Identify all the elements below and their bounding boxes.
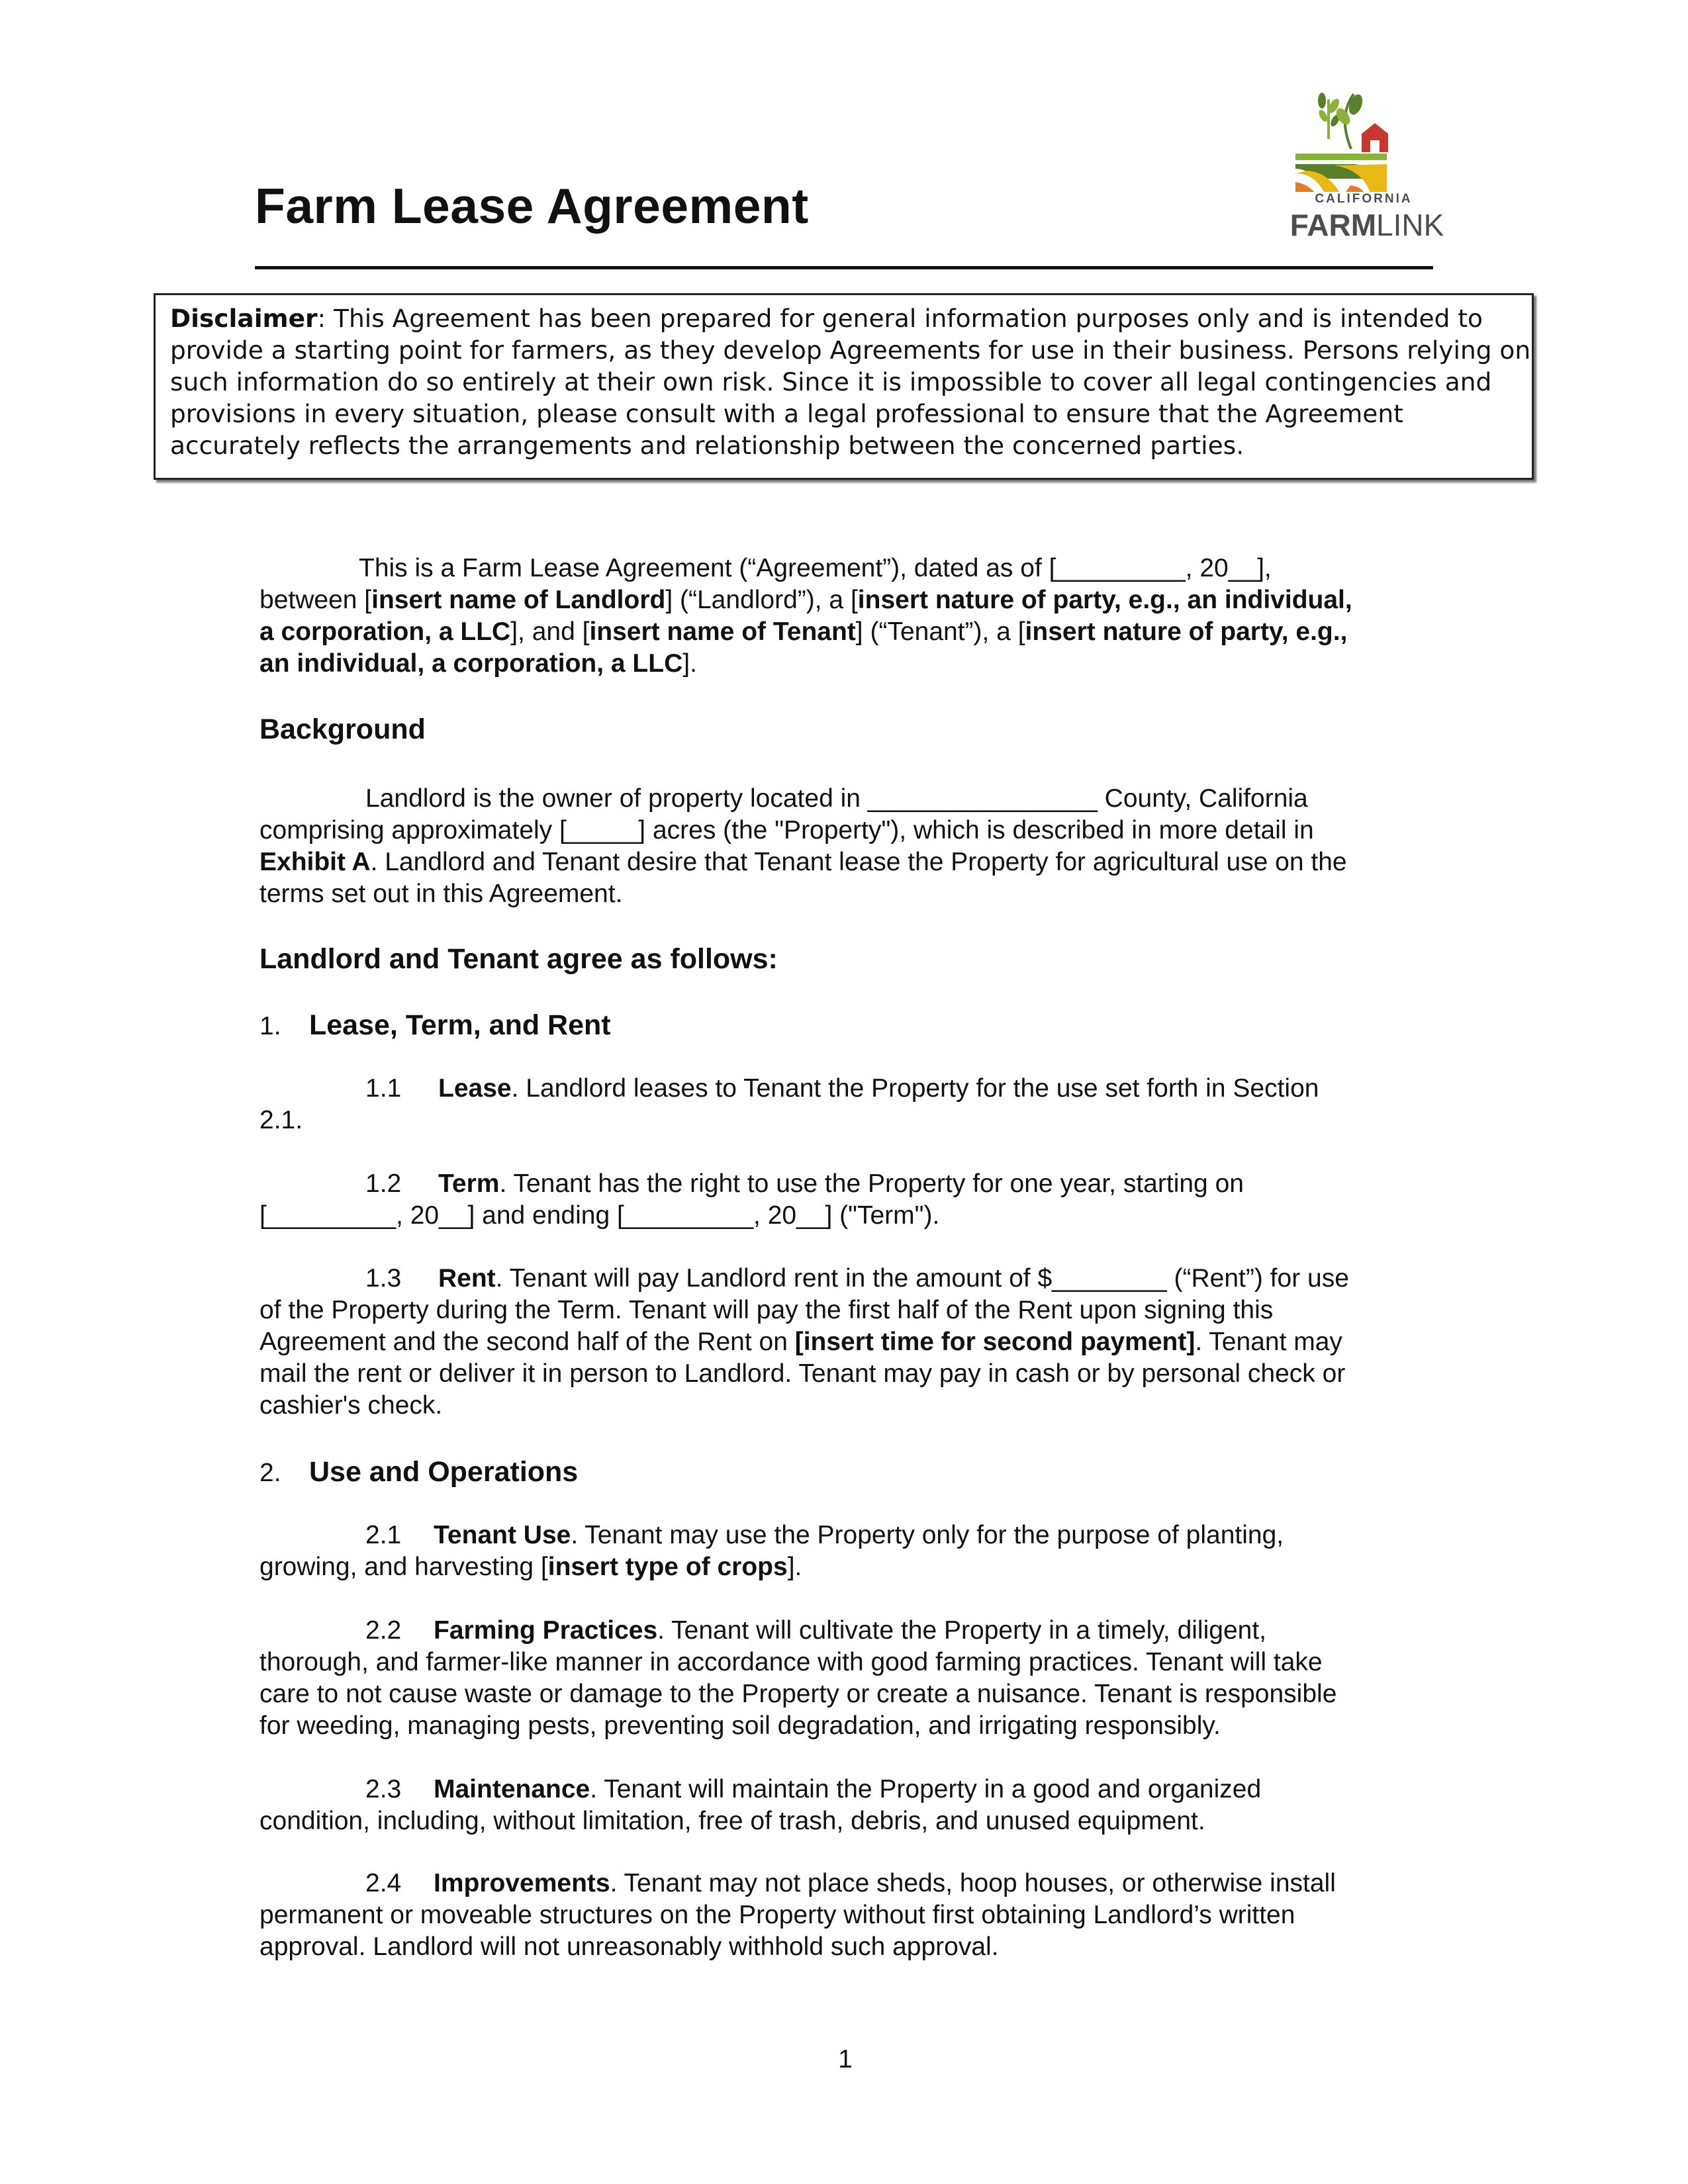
- intro-line: This is a Farm Lease Agreement (“Agreement”), dated as of [_________, 20__],: [359, 554, 1272, 582]
- section-line: for weeding, managing pests, preventing soil degradation, and irrigating responsibly.: [259, 1711, 1221, 1740]
- section-1-heading: 1. Lease, Term, and Rent: [259, 1009, 611, 1041]
- section-line: 1.3 Rent. Tenant will pay Landlord rent in the amount of $________ (“Rent”) for use: [365, 1264, 1349, 1293]
- section-line: condition, including, without limitation, free of trash, debris, and unused equipment.: [259, 1807, 1205, 1835]
- section-line: Agreement and the second half of the Rent on [insert time for second payment]. Tenant may: [259, 1328, 1342, 1356]
- section-2-heading: 2. Use and Operations: [259, 1456, 579, 1488]
- logo-text-link: LINK: [1376, 208, 1444, 242]
- background-line: terms set out in this Agreement.: [259, 880, 623, 908]
- section-2-3: [259, 1774, 1444, 1837]
- section-line: growing, and harvesting [insert type of crops].: [259, 1553, 802, 1581]
- disclaimer-box: [154, 293, 1534, 480]
- section-line: of the Property during the Term. Tenant will pay the first half of the Rent upon signing this: [259, 1296, 1274, 1324]
- disclaimer-line: [170, 300, 1517, 332]
- section-2-2: [259, 1615, 1444, 1742]
- section-line: 2.1 Tenant Use. Tenant may use the Property only for the purpose of planting,: [365, 1521, 1284, 1549]
- disclaimer-line: provisions in every situation, please consult with a legal professional to ensure that the Agreement: [170, 399, 1403, 428]
- section-line: 1.2 Term. Tenant has the right to use the Property for one year, starting on: [365, 1169, 1244, 1198]
- section-1-3: [259, 1263, 1444, 1422]
- logo-text-farm: FARM: [1289, 208, 1377, 242]
- logo-text-farmlink: [1281, 207, 1453, 243]
- section-line: cashier's check.: [259, 1391, 443, 1420]
- section-line: thorough, and farmer-like manner in accordance with good farming practices. Tenant will take: [259, 1648, 1323, 1676]
- title-underline: [255, 266, 1433, 269]
- background-line: Landlord is the owner of property located in ________________ County, California: [365, 784, 1308, 813]
- disclaimer-line: accurately reflects the arrangements and relationship between the concerned parties.: [170, 431, 1244, 460]
- section-line: 1.1 Lease. Landlord leases to Tenant the Property for the use set forth in Section: [365, 1074, 1319, 1103]
- intro-paragraph: [259, 553, 1444, 680]
- disclaimer-label: Disclaimer: [170, 304, 318, 333]
- disclaimer-text: : This Agreement has been prepared for general information purposes only and is intended to: [317, 304, 1483, 333]
- disclaimer-line: provide a starting point for farmers, as they develop Agreements for use in their business. Persons relying on: [170, 336, 1531, 365]
- background-line: comprising approximately [_____] acres (the "Property"), which is described in more detail in: [259, 816, 1314, 844]
- section-1-2: [259, 1168, 1444, 1232]
- section-2-1: [259, 1520, 1444, 1583]
- intro-line: between [insert name of Landlord] (“Landlord”), a [insert nature of party, e.g., an individual,: [259, 586, 1352, 614]
- background-line: Exhibit A. Landlord and Tenant desire that Tenant lease the Property for agricultural use on the: [259, 848, 1347, 876]
- disclaimer-line: such information do so entirely at their own risk. Since it is impossible to cover all legal contingencies and: [170, 367, 1492, 396]
- section-line: approval. Landlord will not unreasonably withhold such approval.: [259, 1933, 999, 1961]
- background-paragraph: [259, 783, 1444, 910]
- section-line: 2.1.: [259, 1106, 303, 1134]
- agree-heading: Landlord and Tenant agree as follows:: [259, 943, 778, 975]
- intro-line: an individual, a corporation, a LLC].: [259, 649, 697, 678]
- section-line: 2.4 Improvements. Tenant may not place sheds, hoop houses, or otherwise install: [365, 1869, 1336, 1897]
- section-line: 2.2 Farming Practices. Tenant will cultivate the Property in a timely, diligent,: [365, 1616, 1266, 1645]
- intro-line: a corporation, a LLC], and [insert name of Tenant] (“Tenant”), a [insert nature of party, e.g.,: [259, 617, 1348, 646]
- logo-text-california: CALIFORNIA: [1315, 192, 1413, 206]
- background-heading: Background: [259, 713, 426, 745]
- section-2-4: [259, 1868, 1444, 1963]
- section-line: [_________, 20__] and ending [_________, 20__] ("Term").: [259, 1201, 940, 1230]
- page-number: 1: [838, 2045, 853, 2073]
- section-line: care to not cause waste or damage to the Property or create a nuisance. Tenant is responsible: [259, 1680, 1337, 1708]
- document-title: Farm Lease Agreement: [255, 178, 809, 234]
- section-1-1: [259, 1073, 1444, 1136]
- section-line: 2.3 Maintenance. Tenant will maintain the Property in a good and organized: [365, 1775, 1262, 1803]
- section-line: permanent or moveable structures on the Property without first obtaining Landlord’s written: [259, 1901, 1295, 1929]
- section-line: mail the rent or deliver it in person to Landlord. Tenant may pay in cash or by personal check or: [259, 1359, 1346, 1388]
